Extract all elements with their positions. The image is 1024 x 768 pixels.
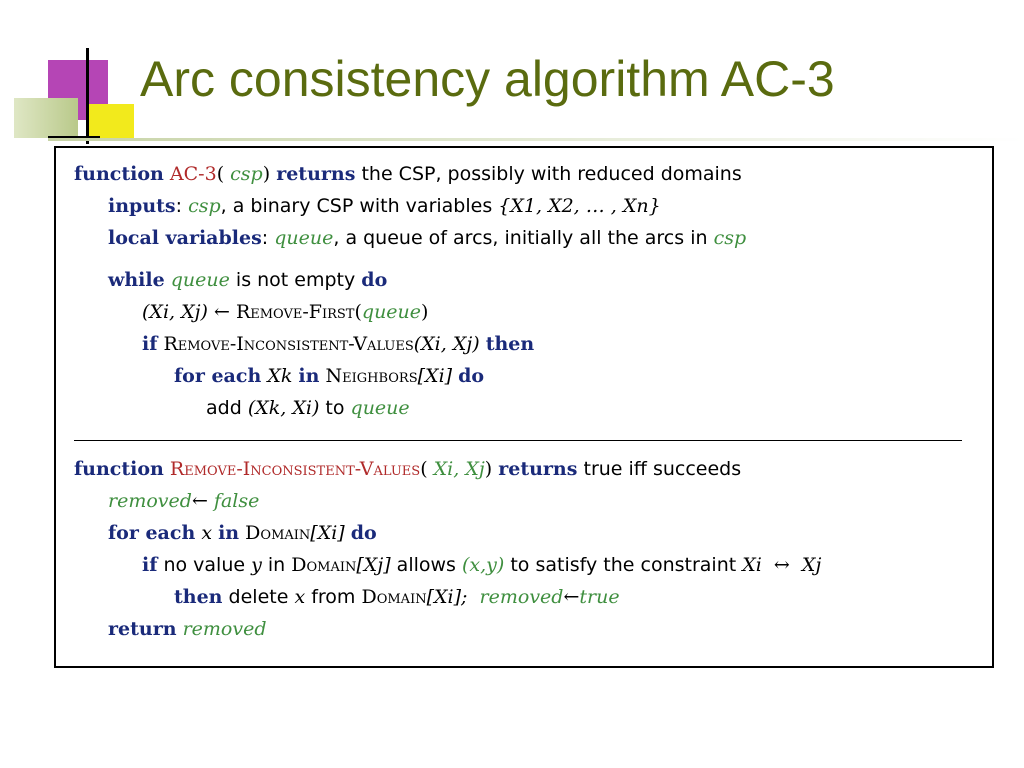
constraint: Xi ↔ Xj [742,554,822,576]
algorithm-box [54,146,994,668]
ac3-line-4: while queue is not empty do [108,269,388,291]
ac3-line-2: inputs: csp, a binary CSP with variables {X1, X2, … , Xn} [108,195,661,217]
keyword-function: function [74,163,164,185]
keyword-local-variables: local variables [108,227,262,249]
title-underline [48,138,1024,141]
param-csp: csp [230,163,263,185]
keyword-inputs: inputs [108,195,176,217]
variables-set: {X1, X2, … , Xn} [498,195,661,217]
ac3-line-1: function AC-3( csp) returns the CSP, possibly with reduced domains [74,163,742,185]
slide-title: Arc consistency algorithm AC-3 [140,51,835,107]
riv-line-4: if no value y in Domain[Xj] allows (x,y) to satisfy the constraint Xi ↔ Xj [142,554,822,576]
function-remove-inconsistent-values: Remove-Inconsistent-Values [163,333,414,355]
decor-vertical-line [86,48,89,144]
riv-line-5: then delete x from Domain[Xi]; removed←true [174,586,620,608]
decor-yellow-square [88,104,134,140]
function-name-riv: Remove-Inconsistent-Values [169,458,421,480]
ac3-line-3: local variables: queue, a queue of arcs, initially all the arcs in csp [108,227,747,249]
function-name-ac3: AC-3 [169,163,217,185]
function-neighbors: Neighbors [325,365,418,387]
return-description: the CSP, possibly with reduced domains [361,163,742,185]
var-queue: queue [274,227,334,249]
riv-line-6: return removed [108,618,267,640]
ac3-line-7: for each Xk in Neighbors[Xi] do [174,365,485,387]
keyword-returns: returns [276,163,356,185]
ac3-line-5: (Xi, Xj) ← Remove-First(queue) [142,301,429,323]
riv-line-3: for each x in Domain[Xi] do [108,522,377,544]
decor-green-square [14,98,78,138]
function-remove-first: Remove-First [235,301,355,323]
ac3-line-6: if Remove-Inconsistent-Values(Xi, Xj) then [142,333,535,355]
ac3-line-8: add (Xk, Xi) to queue [206,397,410,419]
keyword-while: while [108,269,165,291]
riv-line-2: removed← false [108,490,260,512]
arrow-left: ← [213,301,230,323]
section-divider [74,440,962,441]
function-domain: Domain [245,522,311,544]
riv-line-1: function Remove-Inconsistent-Values( Xi, Xj) returns true iff succeeds [74,458,742,480]
